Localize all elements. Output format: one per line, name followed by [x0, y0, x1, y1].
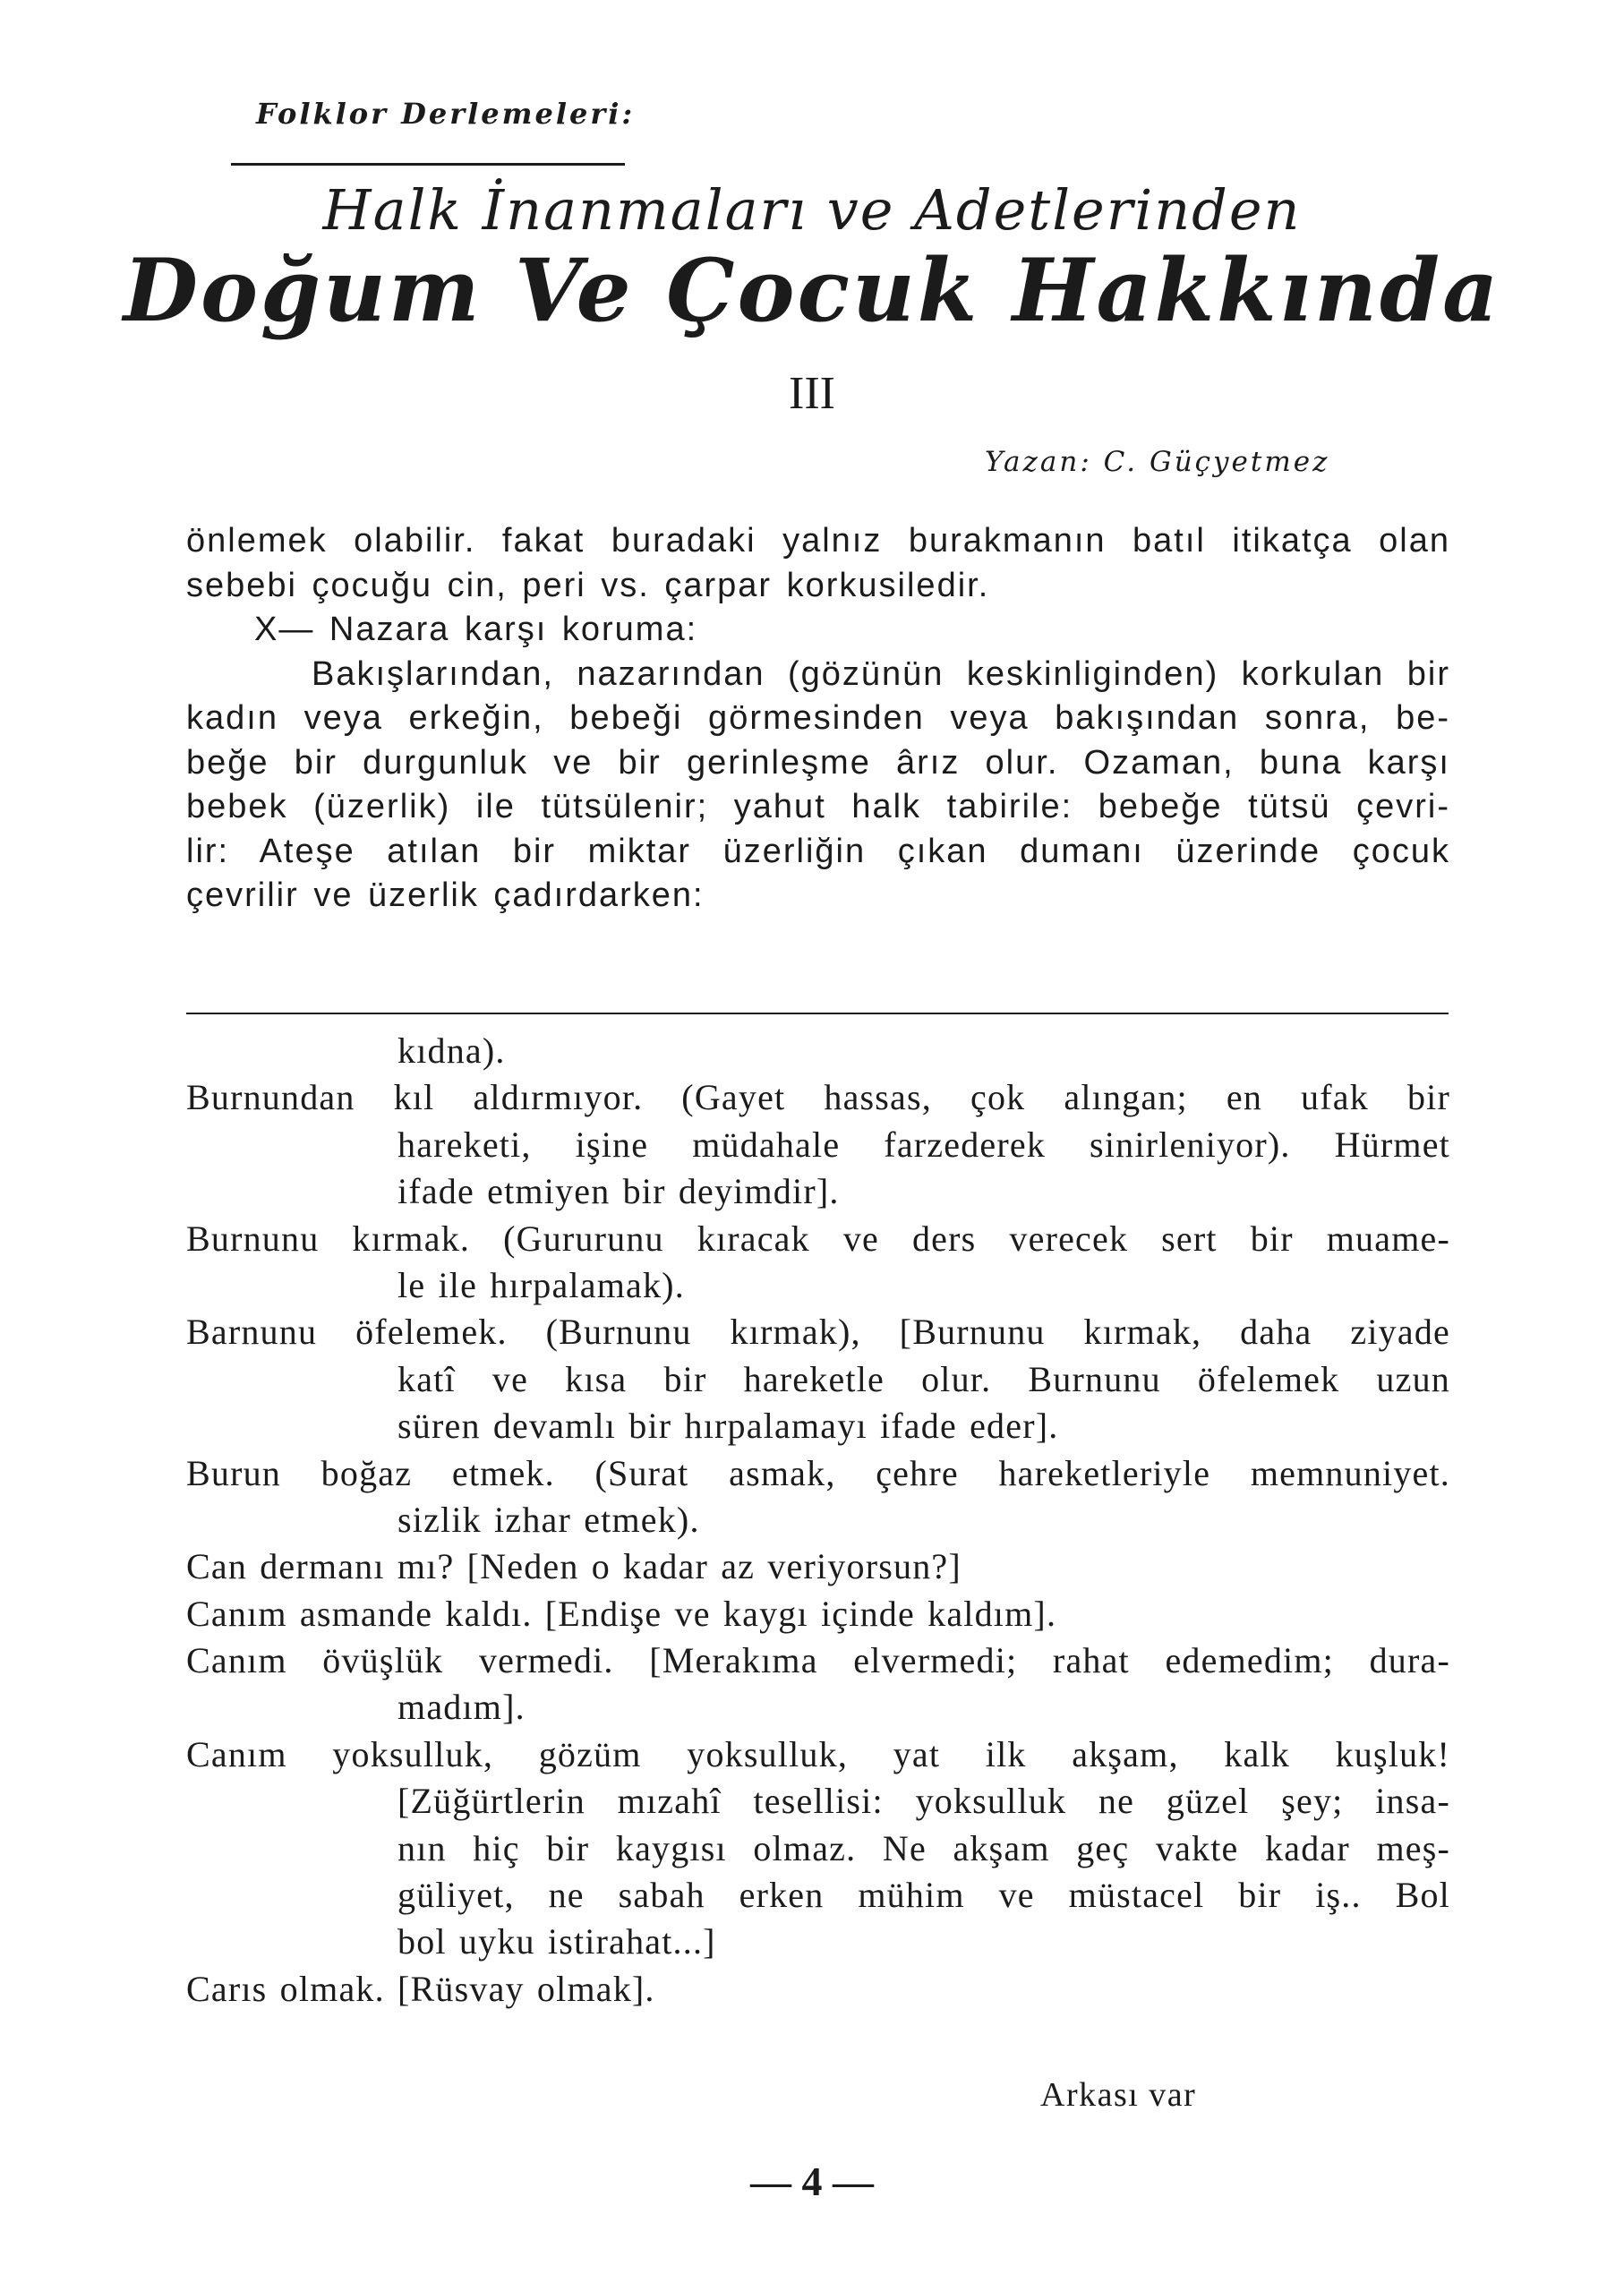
glossary-line: kıdna).: [397, 1030, 506, 1071]
glossary-line: güliyet, ne sabah erken mühim ve müstacel bir iş.. Bol: [397, 1875, 1450, 1916]
glossary-line: katî ve kısa bir hareketle olur. Burnunu öfelemek uzun: [397, 1358, 1450, 1399]
body-line: kadın veya erkeğin, bebeği görmesinden veya bakışından sonra, be-: [186, 699, 1450, 737]
article-subtitle: Halk İnanmaları ve Adetlerinden: [322, 177, 1302, 243]
header-rule: [231, 163, 625, 166]
glossary-line: süren devamlı bir hırpalamayı ifade eder].: [397, 1406, 1059, 1447]
glossary-entry: Canım yoksulluk, gözüm yoksulluk, yat ilk akşam, kalk kuşluk!: [186, 1733, 1450, 1774]
glossary-line: madım].: [397, 1687, 526, 1728]
glossary-line: le ile hırpalamak).: [397, 1264, 685, 1305]
glossary-entry: Carıs olmak. [Rüsvay olmak].: [186, 1968, 655, 2009]
body-line: beğe bir durgunluk ve bir gerinleşme ârız olur. Ozaman, buna karşı: [186, 743, 1450, 782]
article-title: Doğum Ve Çocuk Hakkında: [123, 240, 1501, 341]
glossary-entry: Burnundan kıl aldırmıyor. (Gayet hassas, çok alıngan; en ufak bir: [186, 1077, 1450, 1118]
body-line: önlemek olabilir. fakat buradaki yalnız burakmanın batıl itikatça olan: [186, 522, 1450, 560]
glossary-entry: Canım övüşlük vermedi. [Merakıma elvermedi; rahat edemedim; dura-: [186, 1640, 1450, 1681]
continued-note: Arkası var: [1040, 2076, 1197, 2114]
glossary-line: nın hiç bir kaygısı olmaz. Ne akşam geç vakte kadar meş-: [397, 1827, 1450, 1868]
glossary-entry: Burnunu kırmak. (Gururunu kıracak ve ders verecek sert bir muame-: [186, 1218, 1450, 1259]
glossary-line: bol uyku istirahat...]: [397, 1921, 716, 1962]
body-line: sebebi çocuğu cin, peri vs. çarpar korkusiledir.: [186, 566, 990, 604]
section-label: Folklor Derlemeleri:: [256, 97, 636, 131]
glossary-line: [Züğürtlerin mızahî tesellisi: yoksulluk ne güzel şey; insa-: [397, 1781, 1450, 1822]
body-text: [186, 519, 1450, 919]
part-number: III: [789, 368, 835, 419]
body-line: lir: Ateşe atılan bir miktar üzerliğin çıkan dumanı üzerinde çocuk: [186, 832, 1450, 870]
page-number: — 4 —: [750, 2159, 874, 2204]
body-line: Bakışlarından, nazarından (gözünün keskinliginden) korkulan bir: [312, 654, 1450, 693]
glossary-line: hareketi, işine müdahale farzederek sinirleniyor). Hürmet: [397, 1124, 1450, 1165]
author-byline: Yazan: C. Güçyetmez: [985, 446, 1330, 478]
glossary-line: sizlik izhar etmek).: [397, 1499, 700, 1540]
glossary-entry: Canım asmande kaldı. [Endişe ve kaygı içinde kaldım].: [186, 1593, 1057, 1634]
glossary: [186, 1028, 1450, 2013]
separator-rule: [186, 1013, 1449, 1014]
glossary-entry: Burun boğaz etmek. (Surat asmak, çehre hareketleriyle memnuniyet.: [186, 1452, 1450, 1493]
section-heading: X— Nazara karşı koruma:: [254, 611, 698, 648]
glossary-entry: Can dermanı mı? [Neden o kadar az veriyorsun?]: [186, 1546, 962, 1587]
glossary-entry: Barnunu öfelemek. (Burnunu kırmak), [Burnunu kırmak, daha ziyade: [186, 1312, 1450, 1353]
glossary-line: ifade etmiyen bir deyimdir].: [397, 1171, 840, 1212]
body-line: çevrilir ve üzerlik çadırdarken:: [186, 876, 705, 914]
body-line: bebek (üzerlik) ile tütsülenir; yahut halk tabirile: bebeğe tütsü çevri-: [186, 788, 1450, 825]
